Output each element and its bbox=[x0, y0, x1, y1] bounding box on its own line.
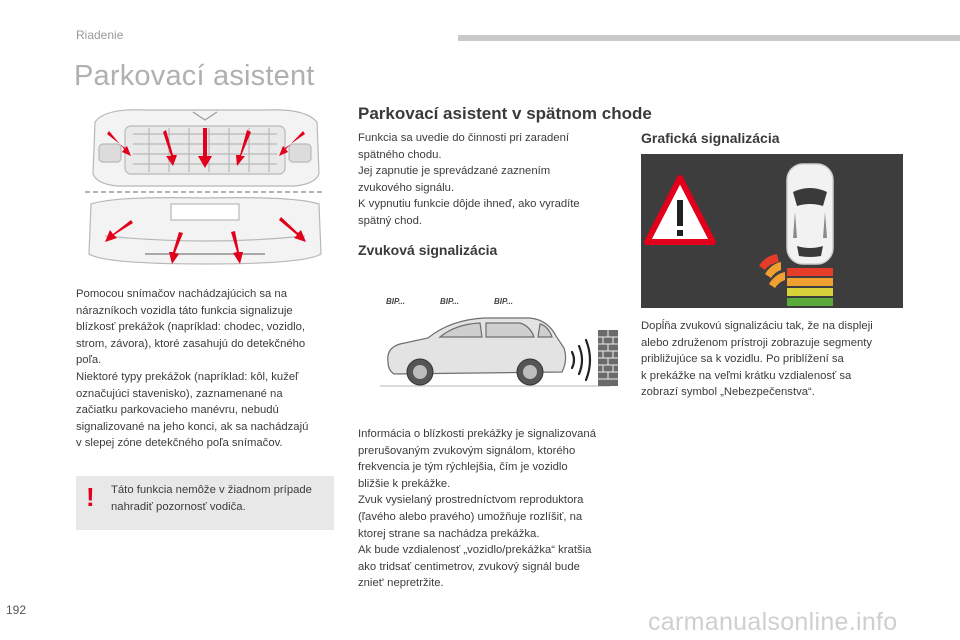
audible-signal-heading: Zvuková signalizácia bbox=[358, 242, 498, 258]
intro-line: Jej zapnutie je sprevádzané zaznením bbox=[358, 165, 551, 178]
intro-text bbox=[358, 130, 618, 230]
intro-line: Funkcia sa uvedie do činnosti pri zaradení bbox=[358, 132, 569, 144]
note-line: nahradiť pozornosť vodiča. bbox=[111, 500, 246, 513]
bumper-sensors-illustration bbox=[85, 104, 325, 276]
left-line: označujúci stavenisko), zaznamenané na bbox=[76, 387, 283, 400]
note-line: Táto funkcia nemôže v žiadnom prípade bbox=[111, 484, 312, 496]
page-title: Parkovací asistent bbox=[74, 60, 315, 92]
left-line: strom, závora), ktoré zasahujú do detekčného bbox=[76, 337, 306, 350]
audible-line: bližšie k prekážke. bbox=[358, 477, 451, 490]
bip-label: BIP... bbox=[494, 297, 513, 306]
intro-line: zvukového signálu. bbox=[358, 181, 455, 194]
left-line: Niektoré typy prekážok (napríklad: kôl, kužeľ bbox=[76, 370, 299, 383]
audible-line: Informácia o blízkosti prekážky je signalizovaná bbox=[358, 428, 596, 440]
audible-line: Zvuk vysielaný prostredníctvom reproduktora bbox=[358, 494, 584, 507]
left-line: v slepej zóne detekčného poľa snímačov. bbox=[76, 437, 283, 450]
left-line: začiatku parkovacieho manévru, nebudú bbox=[76, 404, 279, 417]
left-line: Pomocou snímačov nachádzajúcich sa na bbox=[76, 288, 287, 300]
car-reversing-illustration bbox=[380, 290, 620, 400]
section-label: Riadenie bbox=[76, 28, 124, 42]
watermark: carmanualsonline.info bbox=[648, 608, 898, 636]
visual-line: Dopĺňa zvukovú signalizáciu tak, že na displeji bbox=[641, 320, 873, 332]
warning-note-text bbox=[111, 482, 333, 515]
left-line: blízkosť prekážok (napríklad: chodec, vozidlo, bbox=[76, 321, 306, 334]
header-rule bbox=[458, 35, 960, 41]
page-number: 192 bbox=[6, 603, 27, 617]
intro-line: spätného chodu. bbox=[358, 148, 442, 161]
left-intro-text bbox=[76, 286, 348, 452]
section-heading: Parkovací asistent v spätnom chode bbox=[358, 104, 652, 123]
audible-line: zniet' nepretržite. bbox=[358, 577, 444, 590]
visual-line: k prekážke na veľmi krátku vzdialenosť sa bbox=[641, 369, 852, 382]
audible-line: frekvencia je tým rýchlejšia, čím je vozidlo bbox=[358, 461, 568, 474]
intro-line: K vypnutiu funkcie dôjde ihneď, ako vyradíte bbox=[358, 198, 580, 211]
audible-line: Ak bude vzdialenosť „vozidlo/prekážka“ kratšia bbox=[358, 544, 592, 557]
audible-line: ako tridsať centimetrov, zvukový signál bude bbox=[358, 560, 580, 573]
left-line: signalizované na jeho konci, ak sa nachádzajú bbox=[76, 420, 309, 433]
audible-signal-text bbox=[358, 426, 628, 592]
audible-line: prerušovaným zvukovým signálom, ktorého bbox=[358, 444, 576, 457]
exclamation-icon: ! bbox=[86, 482, 95, 512]
audible-line: (ľavého alebo pravého) umožňuje rozlíšiť, na bbox=[358, 510, 583, 523]
bip-label: BIP... bbox=[386, 297, 405, 306]
visual-signal-text bbox=[641, 318, 911, 401]
parking-display-illustration bbox=[641, 154, 903, 308]
car-top-view-icon bbox=[787, 164, 833, 264]
visual-signal-heading: Grafická signalizácia bbox=[641, 130, 780, 146]
warning-note bbox=[76, 476, 334, 530]
visual-line: približujúce sa k vozidlu. Po priblížení sa bbox=[641, 353, 844, 366]
bip-label: BIP... bbox=[440, 297, 459, 306]
left-line: nárazníkoch vozidla táto funkcia signalizuje bbox=[76, 304, 293, 317]
visual-line: alebo združenom prístroji zobrazuje segmenty bbox=[641, 336, 873, 349]
visual-line: zobrazí symbol „Nebezpečenstva“. bbox=[641, 386, 815, 399]
left-line: poľa. bbox=[76, 354, 102, 367]
audible-line: ktorej strane sa nachádza prekážka. bbox=[358, 527, 540, 540]
intro-line: spätný chod. bbox=[358, 214, 423, 227]
